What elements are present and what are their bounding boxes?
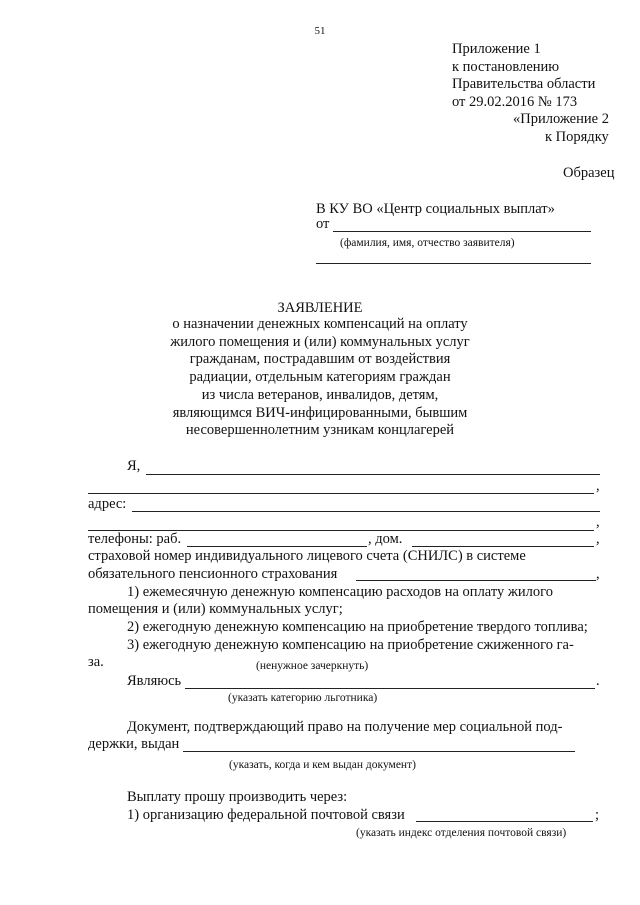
full-name-field[interactable] [146,474,600,475]
phone-home-label: , дом. [368,531,403,547]
i-label: Я, [127,458,141,474]
title-line: о назначении денежных компенсаций на оплату [172,316,468,332]
category-label: Являюсь [127,673,182,689]
post-office-index-field[interactable] [416,821,593,822]
addressee-from-label: от [316,216,330,232]
title-line: гражданам, пострадавшим от воздействия [189,351,451,367]
applicant-name-field[interactable] [333,231,591,232]
address-field[interactable] [132,511,600,512]
comma: , [596,531,600,547]
document-heading: ЗАЯВЛЕНИЕ [277,300,363,316]
appendix-line-5: «Приложение 2 [513,111,609,127]
appendix-line-4: от 29.02.2016 № 173 [452,94,578,110]
appendix-line-1: Приложение 1 [452,41,541,57]
payment-option-1: 1) организацию федеральной почтовой связи [127,807,405,823]
comma: , [596,478,600,494]
phone-home-field[interactable] [412,546,594,547]
title-line: жилого помещения и (или) коммунальных услуг [170,334,470,350]
title-line: являющимся ВИЧ-инфицированными, бывшим [172,405,468,421]
snils-field[interactable] [356,580,596,581]
semicolon: ; [595,807,600,823]
option-3-line-2: за. [88,654,104,670]
snils-text-line-2: обязательного пенсионного страхования [88,566,338,582]
full-name-field-2[interactable] [88,493,594,494]
document-issued-field[interactable] [183,751,575,752]
beneficiary-category-field[interactable] [185,688,595,689]
title-line: из числа ветеранов, инвалидов, детям, [201,387,439,403]
address-label: адрес: [88,496,127,512]
appendix-line-2: к постановлению [452,59,560,75]
payment-intro: Выплату прошу производить через: [127,789,348,805]
snils-text-line-1: страховой номер индивидуального лицевого счета (СНИЛС) в системе [88,548,526,564]
phone-work-field[interactable] [187,546,367,547]
post-office-hint: (указать индекс отделения почтовой связи) [356,827,567,839]
title-line: несовершеннолетним узникам концлагерей [185,422,455,438]
period: . [596,673,600,689]
phone-work-label: телефоны: раб. [88,531,182,547]
comma: , [596,566,600,582]
title-line: радиации, отдельным категориям граждан [189,369,451,385]
document-hint: (указать, когда и кем выдан документ) [229,759,416,771]
option-2: 2) ежегодную денежную компенсацию на приобретение твердого топлива; [127,619,588,635]
comma: , [596,514,600,530]
appendix-line-3: Правительства области [452,76,596,92]
applicant-name-hint: (фамилия, имя, отчество заявителя) [340,237,515,249]
applicant-name-field-2[interactable] [316,263,591,264]
sample-label: Образец [563,165,615,181]
option-1-line-2: помещения и (или) коммунальных услуг; [88,601,343,617]
document-line-2: держки, выдан [88,736,180,752]
strike-hint: (ненужное зачеркнуть) [256,660,369,672]
page-number: 51 [314,25,326,37]
appendix-line-6: к Порядку [545,129,609,145]
addressee-to: В КУ ВО «Центр социальных выплат» [316,201,555,217]
document-line-1: Документ, подтверждающий право на получение мер социальной под- [127,719,563,735]
option-1-line-1: 1) ежемесячную денежную компенсацию расходов на оплату жилого [127,584,553,600]
category-hint: (указать категорию льготника) [228,692,378,704]
option-3-line-1: 3) ежегодную денежную компенсацию на приобретение сжиженного га- [127,637,574,653]
